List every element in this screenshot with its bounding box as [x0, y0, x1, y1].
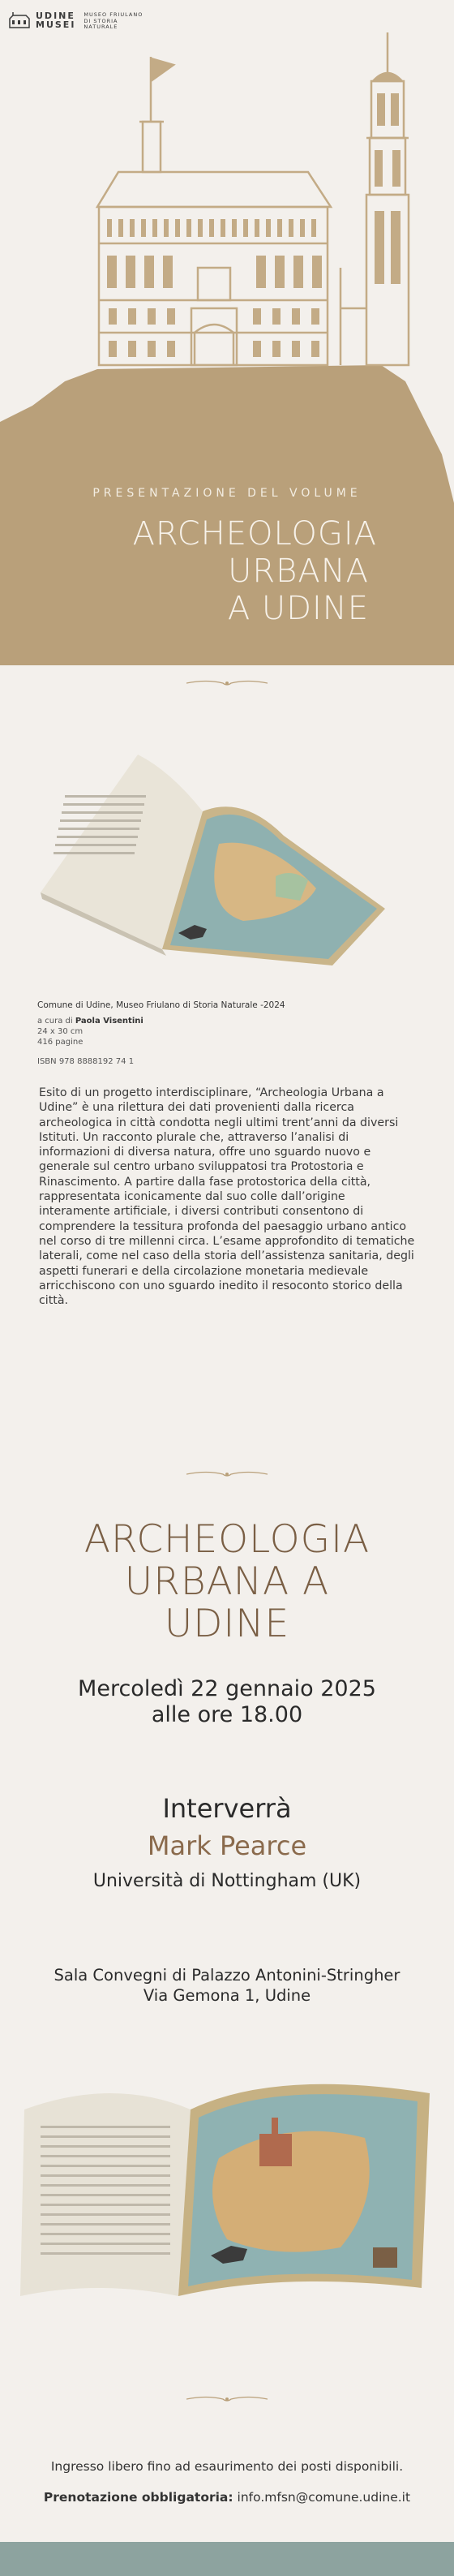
footer-bar — [0, 2542, 454, 2576]
book-publisher: Comune di Udine, Museo Friulano di Storia Naturale -2024 — [37, 1000, 285, 1010]
book-format: 24 x 30 cm — [37, 1027, 84, 1036]
booking-email-link[interactable]: info.mfsn@comune.udine.it — [233, 2490, 411, 2505]
header-banner — [0, 0, 454, 665]
ornament-divider — [186, 2393, 268, 2405]
book-description: Esito di un progetto interdisciplinare, “Archeologia Urbana a Udine” è una rilettura dei dati provenienti dalla ricerca archeologica in città condotta negli ultimi trent’anni da diversi Istituti. Un racconto plurale che, attraverso l’analisi di informazioni di diversa natura, offre uno sguardo nuovo e generale sul centro urbano sviluppatosi tra Protostoria e Rinascimento. A partire dalla fase protostorica della città, rappresentata iconicamente dal suo colle dall’origine interamente artificiale, i diversi contributi consentono di comprendere la tessitura profonda del paesaggio urbano antico nel corso di tre millenni circa. L’esame approfondito di tematiche laterali, come nel caso della storia dell’assistenza sanitaria, degli aspetti funerari e della circolazione monetaria medievale arricchiscono con uno sguardo inedito il resoconto storico della città. — [39, 1086, 415, 1308]
logo-subtitle: MUSEO FRIULANO DI STORIA NATURALE — [84, 11, 143, 30]
castle-logo-icon — [8, 11, 31, 29]
speaker-affiliation: Università di Nottingham (UK) — [92, 1871, 362, 1891]
event-venue: Sala Convegni di Palazzo Antonini-Stringher Via Gemona 1, Udine — [54, 1966, 400, 2005]
book-photo — [32, 746, 389, 982]
speaker-name: Mark Pearce — [147, 1830, 307, 1861]
booking-label: Prenotazione obbligatoria: — [43, 2490, 233, 2505]
book-editor: a cura di Paola Visentini — [37, 1017, 143, 1026]
logo-word-bottom: MUSEI — [36, 19, 76, 30]
book-isbn: ISBN 978 8888192 74 1 — [37, 1057, 135, 1066]
ornament-divider — [186, 677, 268, 689]
book-open-photo — [16, 2061, 438, 2304]
book-pages: 416 pagine — [37, 1038, 84, 1047]
free-entry-note: Ingresso libero fino ad esaurimento dei posti disponibili. — [50, 2459, 404, 2474]
page-title: ARCHEOLOGIA URBANA A UDINE — [132, 515, 377, 627]
volume-presentation-label: PRESENTAZIONE DEL VOLUME — [92, 487, 362, 500]
booking-info — [0, 2490, 454, 2505]
museum-logo[interactable] — [8, 11, 143, 31]
ornament-divider — [186, 1469, 268, 1480]
event-date: Mercoledì 22 gennaio 2025 alle ore 18.00 — [78, 1676, 376, 1727]
logo-word-top: UDINE — [36, 11, 75, 21]
speaker-label: Interverrà — [162, 1793, 292, 1824]
book-details — [37, 1000, 394, 1066]
event-title: ARCHEOLOGIA URBANA A UDINE — [84, 1517, 370, 1646]
